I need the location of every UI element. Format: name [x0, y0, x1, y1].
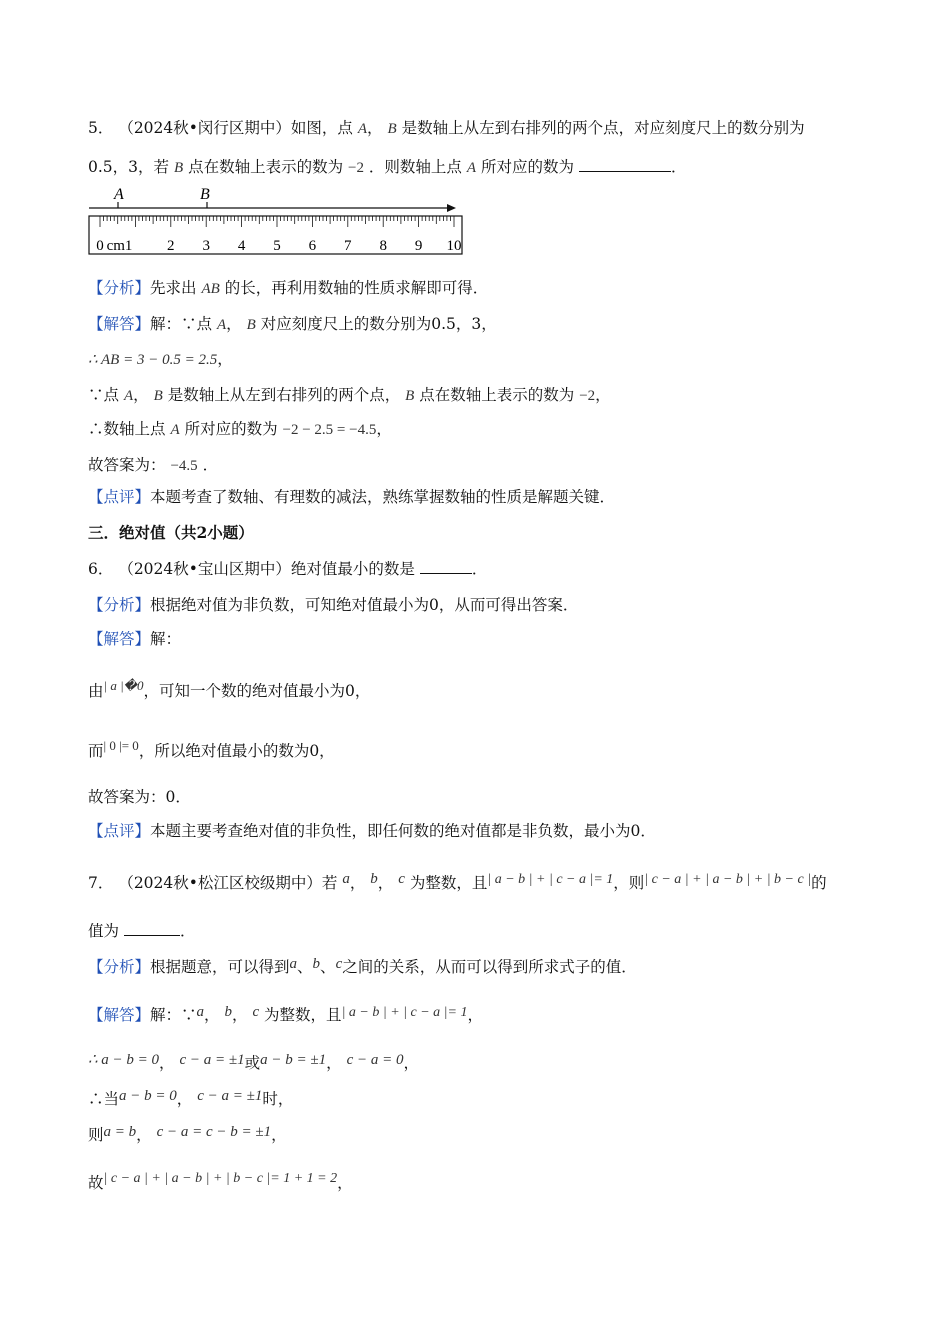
analysis-tag: 【分析】	[88, 596, 151, 614]
ruler-tick-label: 3	[202, 238, 210, 254]
ruler-tick-label: 6	[308, 238, 317, 254]
comma: ，	[376, 420, 392, 438]
question-number: 6．	[88, 560, 114, 578]
comma: ，	[204, 1006, 220, 1024]
solution-text: 时，	[262, 1090, 294, 1108]
comma: ，	[349, 874, 366, 892]
comma: ，	[367, 119, 383, 137]
math-expression: | a |�0	[103, 678, 144, 693]
solution-tag: 【解答】	[88, 1006, 151, 1024]
comma: ，	[176, 1090, 193, 1108]
solution-tag: 【解答】	[88, 630, 151, 648]
var-b: b	[312, 956, 321, 972]
answer-blank	[420, 559, 472, 574]
arrow-head	[447, 204, 456, 212]
comment-tag: 【点评】	[88, 488, 151, 506]
q5-line1	[88, 117, 805, 140]
q5-line2	[88, 156, 686, 179]
solution-text: ，所以绝对值最小的数为0，	[138, 742, 335, 760]
question-number: 5．	[88, 119, 114, 137]
math-expression: c − a = ±1	[197, 1088, 263, 1104]
q5-solution-line2	[88, 348, 233, 371]
ruler-tick-label: 5	[273, 238, 281, 254]
math-expression: | 0 |= 0	[103, 738, 139, 753]
q5-comment	[88, 486, 615, 508]
question-text: 为整数，且	[409, 874, 488, 892]
punctuation: ．	[471, 560, 488, 578]
analysis-text: 之间的关系，从而可以得到所求式子的值．	[342, 958, 637, 976]
q6-comment	[88, 820, 656, 842]
q7-solution-line3	[88, 1088, 293, 1111]
section-heading: 三．绝对值（共2小题）	[88, 523, 254, 542]
math-expression: | a − b | + | c − a |= 1	[341, 1005, 468, 1020]
punctuation: ．	[202, 456, 219, 474]
solution-text: 而	[88, 742, 104, 760]
math-expression: c − a = 0	[346, 1052, 404, 1068]
question-number: 7．	[88, 874, 114, 892]
question-text: 0.5，3，若	[88, 158, 170, 176]
solution-text: 解：∵点	[150, 315, 213, 333]
question-text: （2024秋•宝山区期中）绝对值最小的数是	[118, 560, 415, 578]
math-expression: ∴ AB = 3 − 0.5 = 2.5	[88, 352, 218, 368]
math-expression: | c − a | + | a − b | + | b − c |= 1 + 1 = 2	[103, 1171, 338, 1186]
punctuation: ．	[179, 922, 196, 940]
comma: ，	[271, 1126, 287, 1144]
ruler-label-a: A	[114, 186, 124, 203]
ruler-labels	[96, 238, 461, 254]
comma: ，	[467, 1006, 483, 1024]
comma: ，	[133, 386, 149, 404]
solution-tag: 【解答】	[88, 315, 151, 333]
math-expression: c − a = ±1	[179, 1052, 245, 1068]
ruler-tick-label: 9	[414, 238, 423, 254]
solution-text: 解：∵	[150, 1006, 197, 1024]
q7-solution-line4	[88, 1124, 287, 1147]
math-value: −2	[579, 388, 596, 404]
math-expression: ∴ a − b = 0	[88, 1052, 160, 1068]
comma: ，	[326, 1054, 342, 1072]
q6-solution-line4: 故答案为：0．	[88, 788, 191, 806]
question-text: ，则	[613, 874, 645, 892]
comment-text: 本题主要考查绝对值的非负性，即任何数的绝对值都是非负数，最小为0．	[150, 822, 656, 840]
q5-solution-line5	[88, 454, 218, 477]
analysis-text: 的长，再利用数轴的性质求解即可得．	[224, 279, 489, 297]
ruler-tick-label: 10	[446, 238, 462, 254]
point-a: A	[123, 388, 134, 404]
point-b: B	[405, 388, 415, 404]
math-expression: a − b = 0	[119, 1088, 177, 1104]
ruler-tick-label: 2	[167, 238, 175, 254]
question-text: 点在数轴上表示的数为	[188, 158, 344, 176]
comma: ，	[159, 1054, 175, 1072]
question-source: （2024秋•闵行区期中）如图，点	[118, 119, 353, 137]
math-expression: a = b	[103, 1124, 137, 1140]
ruler-tick-label: cm1	[106, 238, 133, 254]
separator: 、	[297, 958, 313, 976]
solution-text: 解：	[150, 630, 182, 648]
point-b: B	[246, 317, 256, 333]
solution-text: ∴数轴上点	[88, 420, 166, 438]
math-value: −4.5	[170, 458, 198, 474]
q7-analysis	[88, 956, 637, 979]
comma: ，	[136, 1126, 152, 1144]
solution-text: ∵点	[88, 386, 120, 404]
analysis-text: 根据绝对值为非负数，可知绝对值最小为0，从而可得出答案．	[150, 596, 579, 614]
math-expression: −2 − 2.5 = −4.5	[282, 422, 377, 438]
comma: ，	[377, 874, 394, 892]
q6-analysis	[88, 594, 578, 616]
solution-text: 故答案为：	[88, 456, 166, 474]
point-b: B	[173, 160, 184, 176]
q5-solution-line1	[88, 313, 497, 336]
comma: ，	[595, 386, 611, 404]
solution-text: 点在数轴上表示的数为	[419, 386, 575, 404]
q6-solution-line1	[88, 628, 181, 650]
comma: ，	[217, 350, 233, 368]
solution-text: ∴当	[88, 1090, 120, 1108]
question-text: 值为	[88, 922, 120, 940]
var-b: b	[224, 1004, 232, 1020]
var-a: a	[196, 1004, 205, 1020]
math-expression: | a − b | + | c − a |= 1	[487, 872, 614, 887]
point-a: A	[357, 121, 368, 137]
ruler-tick-label: 0	[96, 238, 104, 254]
comment-tag: 【点评】	[88, 822, 151, 840]
separator: 、	[320, 958, 336, 976]
point-a: A	[466, 160, 477, 176]
comma: ，	[231, 1006, 248, 1024]
q7-line2	[88, 920, 195, 942]
var-c: c	[335, 956, 343, 972]
ruler-figure	[86, 182, 468, 258]
q7-solution-line1	[88, 1004, 483, 1028]
ruler-tick-label: 4	[237, 238, 246, 254]
solution-text: ，可知一个数的绝对值最小为0，	[143, 682, 371, 700]
solution-text: 是数轴上从左到右排列的两个点，	[167, 386, 401, 404]
math-expression: a − b = ±1	[260, 1052, 327, 1068]
solution-text: 由	[88, 682, 104, 700]
solution-text: 或	[244, 1054, 261, 1072]
var-c: c	[252, 1004, 260, 1020]
answer-blank	[124, 921, 180, 936]
comma: ，	[226, 315, 242, 333]
q7-line1	[88, 872, 827, 896]
question-text: 是数轴上从左到右排列的两个点，对应刻度尺上的数分别为	[401, 119, 805, 137]
math-expression: c − a = c − b = ±1	[156, 1124, 272, 1140]
ruler-label-b: B	[200, 186, 210, 203]
q6-solution-line2	[88, 680, 370, 703]
point-a: A	[170, 422, 180, 438]
ruler-tick-label: 8	[379, 238, 387, 254]
q5-solution-line4	[88, 418, 392, 441]
q6-solution-line3	[88, 740, 335, 763]
answer-blank	[579, 157, 671, 172]
punctuation: ．	[670, 158, 687, 176]
q7-solution-line5	[88, 1172, 353, 1196]
point-b: B	[387, 121, 397, 137]
solution-text: 则	[88, 1126, 104, 1144]
var-a: a	[342, 871, 350, 887]
var-c: c	[398, 871, 405, 887]
comma: ，	[403, 1054, 420, 1072]
solution-text: 所对应的数为	[184, 420, 278, 438]
point-b: B	[153, 388, 163, 404]
analysis-tag: 【分析】	[88, 958, 151, 976]
ruler-tick-label: 7	[344, 238, 352, 254]
var-b: b	[370, 871, 378, 887]
analysis-text: 先求出	[150, 279, 197, 297]
math-expression: | c − a | + | a − b | + | b − c |	[644, 872, 812, 887]
ruler-ticks	[100, 216, 454, 227]
question-text: ．则数轴上点	[368, 158, 462, 176]
comma: ，	[337, 1174, 353, 1192]
question-text: 的	[811, 874, 827, 892]
question-text: 所对应的数为	[480, 158, 574, 176]
solution-text: 为整数，且	[264, 1006, 342, 1024]
q5-analysis	[88, 277, 488, 300]
question-source: （2024秋•松江区校级期中）若	[118, 874, 338, 892]
point-a: A	[216, 317, 227, 333]
q5-solution-line3	[88, 384, 611, 407]
segment-ab: AB	[201, 281, 220, 297]
math-value: −2	[348, 160, 364, 176]
analysis-tag: 【分析】	[88, 279, 151, 297]
solution-text: 对应刻度尺上的数分别为0.5，3，	[260, 315, 497, 333]
var-a: a	[289, 956, 298, 972]
analysis-text: 根据题意，可以得到	[150, 958, 290, 976]
comment-text: 本题考查了数轴、有理数的减法，熟练掌握数轴的性质是解题关键．	[150, 488, 616, 506]
solution-text: 故	[88, 1174, 104, 1192]
q7-solution-line2	[88, 1052, 419, 1075]
q6-line1	[88, 558, 487, 580]
